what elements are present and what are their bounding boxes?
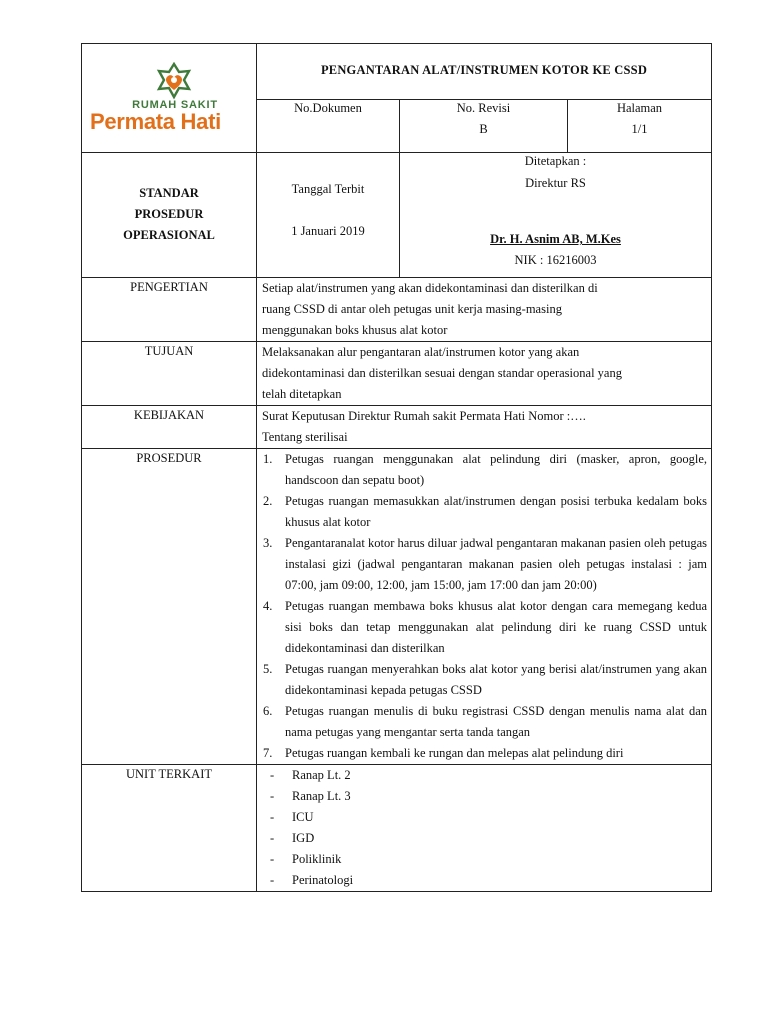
hospital-logo [90, 62, 258, 132]
no-revisi-label: No. Revisi [456, 101, 511, 115]
logo-rumah-sakit-text: RUMAH SAKIT [132, 99, 218, 111]
tujuan-label-cell [82, 342, 257, 406]
prosedur-item [262, 701, 707, 743]
sop-label-line1: STANDAR [139, 186, 199, 200]
tujuan-line: Melaksanakan alur pengantaran alat/instrumen kotor yang akan [262, 345, 580, 359]
prosedur-item-text: Petugas ruangan menyerahkan boks alat kotor yang berisi alat/instrumen yang akan didekontaminasi kepada petugas CSSD [285, 662, 708, 697]
unit-item [262, 765, 707, 786]
unit-terkait-list [262, 765, 707, 891]
sop-document [81, 43, 711, 892]
pengertian-label-cell [82, 278, 257, 342]
unit-item-dash: - [270, 831, 275, 845]
tujuan-line: didekontaminasi dan disterilkan sesuai dengan standar operasional yang [262, 366, 622, 380]
prosedur-item [262, 743, 707, 764]
halaman-label: Halaman [616, 101, 663, 115]
unit-item-dash: - [270, 768, 275, 782]
tujuan-line: telah ditetapkan [262, 387, 342, 401]
director-name: Dr. H. Asnim AB, M.Kes [490, 232, 621, 246]
director-nik: NIK : 16216003 [514, 253, 597, 267]
prosedur-item-text: Petugas ruangan menggunakan alat pelindung diri (masker, apron, google, handscoon dan sepatu boot) [285, 452, 708, 487]
tanggal-terbit-value: 1 Januari 2019 [291, 224, 365, 238]
unit-item-dash: - [270, 873, 275, 887]
ditetapkan-role: Direktur RS [525, 176, 586, 190]
unit-item-text: ICU [292, 810, 314, 824]
no-dokumen-cell [257, 100, 400, 153]
pengertian-label: PENGERTIAN [130, 280, 208, 294]
prosedur-item [262, 491, 707, 533]
unit-item [262, 786, 707, 807]
logo-cell [82, 44, 257, 153]
unit-item-dash: - [270, 789, 275, 803]
halaman-value: 1/1 [631, 122, 648, 136]
unit-item-text: Ranap Lt. 2 [292, 768, 351, 782]
unit-terkait-label-cell [82, 765, 257, 892]
unit-item-text: IGD [292, 831, 315, 845]
tanggal-terbit-label: Tanggal Terbit [291, 182, 365, 196]
unit-item-text: Perinatologi [292, 873, 354, 887]
tujuan-label: TUJUAN [144, 344, 194, 358]
sop-label-cell [82, 153, 257, 278]
unit-item [262, 870, 707, 891]
pengertian-body [257, 278, 712, 342]
tujuan-body [257, 342, 712, 406]
prosedur-item-number: 2. [263, 494, 273, 508]
sop-label-line2: PROSEDUR [134, 207, 204, 221]
kebijakan-body [257, 406, 712, 449]
prosedur-item-text: Petugas ruangan membawa boks khusus alat kotor dengan cara memegang kedua sisi boks dan tetap menggunakan alat pelindung diri ke ruang CSSD untuk didekontaminasi dan disterilkan [285, 599, 708, 655]
document-title: PENGANTARAN ALAT/INSTRUMEN KOTOR KE CSSD [320, 63, 648, 77]
unit-terkait-body [257, 765, 712, 892]
prosedur-item [262, 596, 707, 659]
document-title-cell [257, 44, 712, 100]
halaman-cell [568, 100, 712, 153]
prosedur-body [257, 449, 712, 765]
prosedur-item-text: Petugas ruangan menulis di buku registrasi CSSD dengan menulis nama alat dan nama petugas yang mengantar serta tanda tangan [285, 704, 708, 739]
pengertian-line: menggunakan boks khusus alat kotor [262, 323, 448, 337]
prosedur-item-number: 5. [263, 662, 273, 676]
prosedur-item [262, 659, 707, 701]
prosedur-label: PROSEDUR [136, 451, 202, 465]
unit-item [262, 849, 707, 870]
pengertian-line: Setiap alat/instrumen yang akan didekontaminasi dan disterilkan di [262, 281, 598, 295]
no-revisi-value: B [479, 122, 488, 136]
kebijakan-line: Tentang sterilisai [262, 430, 348, 444]
heart-star-logo-icon [144, 62, 204, 102]
ditetapkan-label: Ditetapkan : [524, 154, 587, 168]
prosedur-label-cell [82, 449, 257, 765]
prosedur-list [262, 449, 707, 764]
no-revisi-cell [400, 100, 568, 153]
sop-table [81, 43, 712, 892]
kebijakan-line: Surat Keputusan Direktur Rumah sakit Permata Hati Nomor :…. [262, 409, 586, 423]
no-dokumen-label: No.Dokumen [294, 101, 362, 115]
prosedur-item [262, 533, 707, 596]
ditetapkan-cell [400, 153, 712, 278]
kebijakan-label: KEBIJAKAN [133, 408, 205, 422]
prosedur-item-number: 6. [263, 704, 273, 718]
prosedur-item-number: 1. [263, 452, 273, 466]
prosedur-item-number: 4. [263, 599, 273, 613]
prosedur-item-number: 3. [263, 536, 273, 550]
unit-item [262, 807, 707, 828]
logo-permata-hati-text: Permata Hati [90, 109, 221, 134]
sop-label-line3: OPERASIONAL [123, 228, 215, 242]
unit-item-text: Ranap Lt. 3 [292, 789, 351, 803]
unit-item [262, 828, 707, 849]
prosedur-item-number: 7. [263, 746, 273, 760]
unit-terkait-label: UNIT TERKAIT [126, 767, 212, 781]
prosedur-item-text: Petugas ruangan kembali ke rungan dan melepas alat pelindung diri [285, 746, 624, 760]
prosedur-item-text: Pengantaranalat kotor harus diluar jadwal pengantaran makanan pasien oleh petugas instalasi gizi (jadwal pengantaran makanan pasien oleh petugas instalasi : jam 07:00, jam 09:00, 12:00, jam 15:00, jam 17:00 dan jam 20:00) [285, 536, 708, 592]
prosedur-item-text: Petugas ruangan memasukkan alat/instrumen dengan posisi terbuka kedalam boks khusus alat kotor [285, 494, 708, 529]
tanggal-terbit-cell [257, 153, 400, 278]
prosedur-item [262, 449, 707, 491]
unit-item-dash: - [270, 810, 275, 824]
unit-item-text: Poliklinik [292, 852, 342, 866]
kebijakan-label-cell [82, 406, 257, 449]
pengertian-line: ruang CSSD di antar oleh petugas unit kerja masing-masing [262, 302, 562, 316]
unit-item-dash: - [270, 852, 275, 866]
